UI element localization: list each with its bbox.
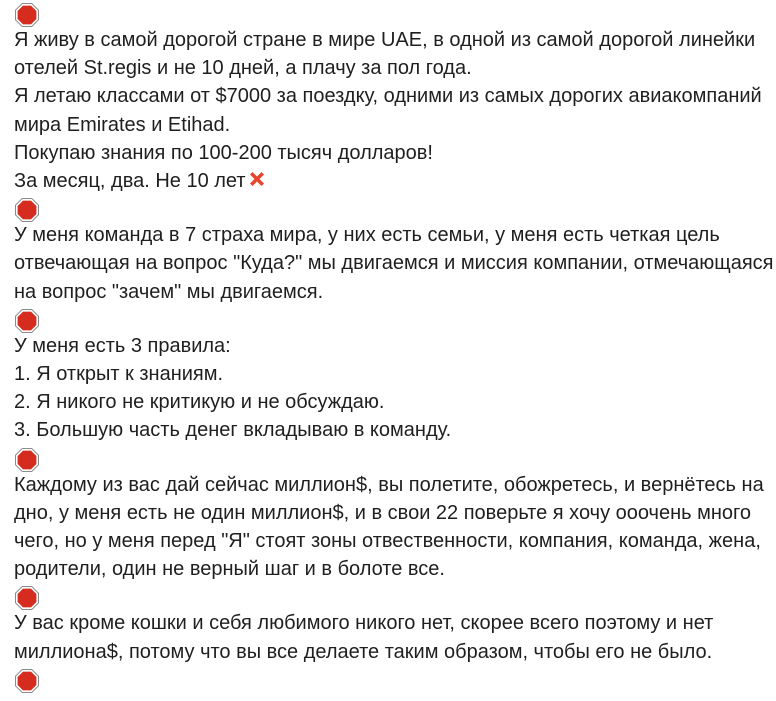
text-line: родители, один не верный шаг и в болоте все. [14, 558, 445, 581]
text-line: мира Emirates и Etihad. [14, 113, 231, 136]
text-line-with-cross [14, 167, 772, 195]
text-block [14, 471, 772, 584]
text-line: на вопрос "зачем" мы двигаемся. [14, 280, 324, 303]
text-line: Я летаю классами от $7000 за поездку, одними из самых дорогих авиакомпаний [14, 85, 762, 108]
text-line: миллиона$, потому что вы все делаете таким образом, чтобы его не было. [14, 640, 713, 663]
stop-sign-icon [14, 447, 40, 473]
text-block [14, 332, 772, 445]
list-item: 1. Я открыт к знаниям. [14, 363, 224, 386]
text-block [14, 221, 772, 306]
stop-sign-icon [14, 668, 40, 694]
text-line: У меня есть 3 правила: [14, 334, 231, 357]
text-line: чего, но у меня перед "Я" стоят зоны отвественности, компания, команда, жена, [14, 530, 761, 553]
stop-sign-icon [14, 197, 40, 223]
text-line: За месяц, два. Не 10 лет [14, 170, 246, 193]
text-line: Я живу в самой дорогой стране в мире UAE, в одной из самой дорогой линейки [14, 29, 756, 51]
text-block [14, 26, 772, 195]
text-block [14, 609, 772, 665]
list-item: 3. Большую часть денег вкладываю в команду. [14, 419, 452, 442]
list-item: 2. Я никого не критикую и не обсуждаю. [14, 391, 385, 414]
text-line: Каждому из вас дай сейчас миллион$, вы полетите, обожретесь, и вернётесь на [14, 473, 764, 496]
post-body [14, 0, 772, 692]
text-line: Покупаю знания по 100-200 тысяч долларов! [14, 141, 433, 164]
cross-mark-icon [247, 169, 267, 189]
stop-sign-icon [14, 308, 40, 334]
text-line: отелей St.regis и не 10 дней, а плачу за пол года. [14, 57, 472, 80]
text-line: У меня команда в 7 страха мира, у них есть семьи, у меня есть четкая цель [14, 224, 720, 247]
text-line: дно, у меня есть не один миллион$, и в свои 22 поверьте я хочу ооочень много [14, 501, 752, 524]
stop-sign-icon [14, 585, 40, 611]
stop-sign-icon [14, 2, 40, 28]
text-line: У вас кроме кошки и себя любимого никого нет, скорее всего поэтому и нет [14, 612, 714, 635]
text-line: отвечающая на вопрос "Куда?" мы двигаемся и миссия компании, отмечающаяся [14, 252, 774, 275]
